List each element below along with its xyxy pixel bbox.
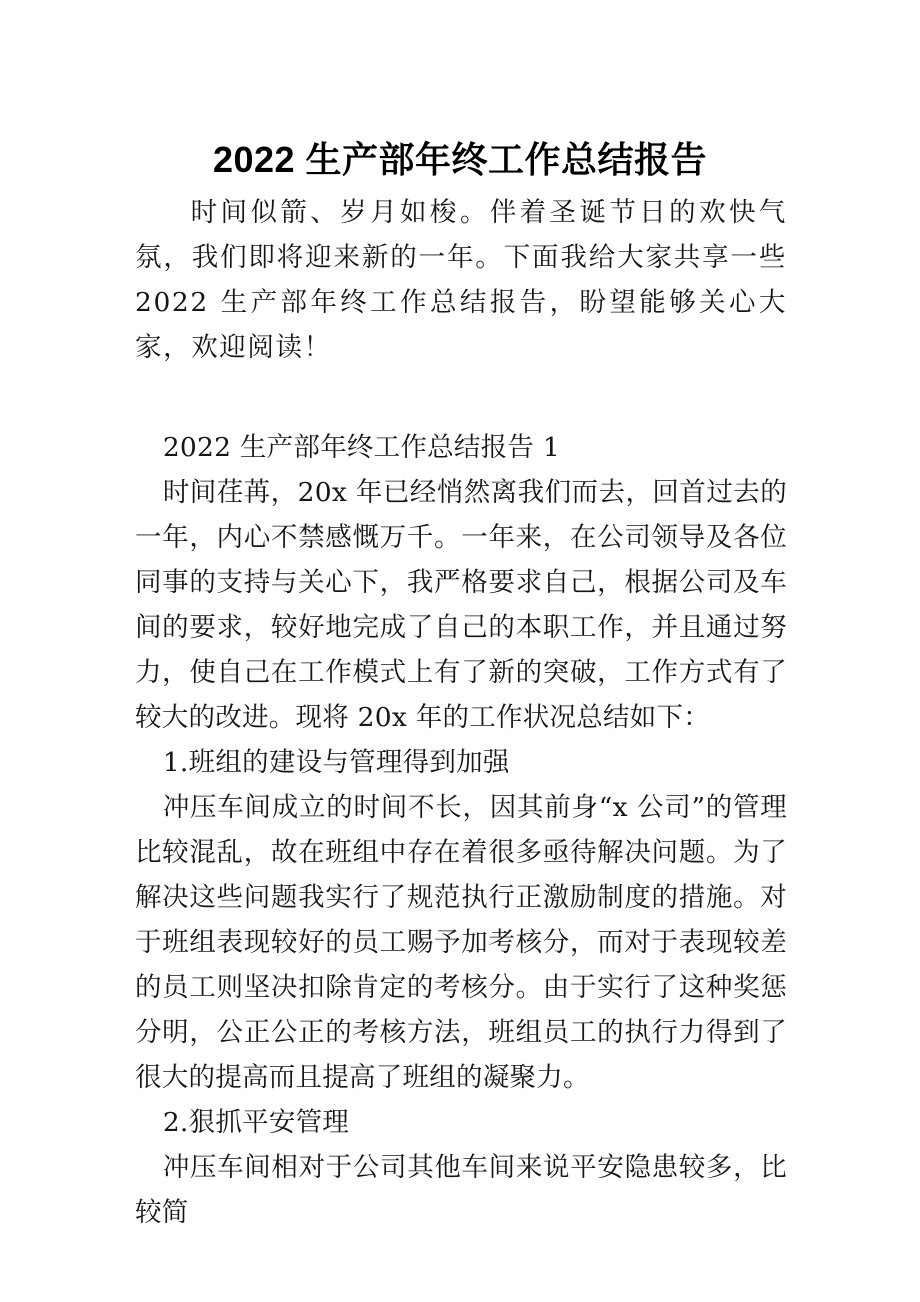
paragraph-spacer xyxy=(135,370,787,425)
document-body xyxy=(135,190,787,1235)
section-heading-2: 2.狠抓平安管理 xyxy=(162,1107,350,1138)
body-paragraph-3: 冲压车间相对于公司其他车间来说平安隐患较多，比较简 xyxy=(135,1152,787,1228)
lead-paragraph: 时间似箭、岁月如梭。伴着圣诞节日的欢快气氛，我们即将迎来新的一年。下面我给大家共享一些 2022 生产部年终工作总结报告，盼望能够关心大家，欢迎阅读！ xyxy=(135,197,787,363)
section-heading-1: 1.班组的建设与管理得到加强 xyxy=(162,747,510,778)
page-title: 2022 生产部年终工作总结报告 xyxy=(212,139,708,181)
subheading-report-1: 2022 生产部年终工作总结报告 1 xyxy=(162,432,560,463)
body-paragraph-2: 冲压车间成立的时间不长，因其前身“x 公司”的管理比较混乱，故在班组中存在着很多亟待解决问题。为了解决这些问题我实行了规范执行正激励制度的措施。对于班组表现较好的员工赐予加考核分，而对于表现较差的员工则坚决扣除肯定的考核分。由于实行了这种奖惩分明，公正公正的考核方法，班组员工的执行力得到了很大的提高而且提高了班组的凝聚力。 xyxy=(135,792,787,1093)
body-paragraph-1: 时间荏苒，20x 年已经悄然离我们而去，回首过去的一年，内心不禁感慨万千。一年来，在公司领导及各位同事的支持与关心下，我严格要求自己，根据公司及车间的要求，较好地完成了自己的本职工作，并且通过努力，使自己在工作模式上有了新的突破，工作方式有了较大的改进。现将 20x 年的工作状况总结如下： xyxy=(135,477,787,733)
